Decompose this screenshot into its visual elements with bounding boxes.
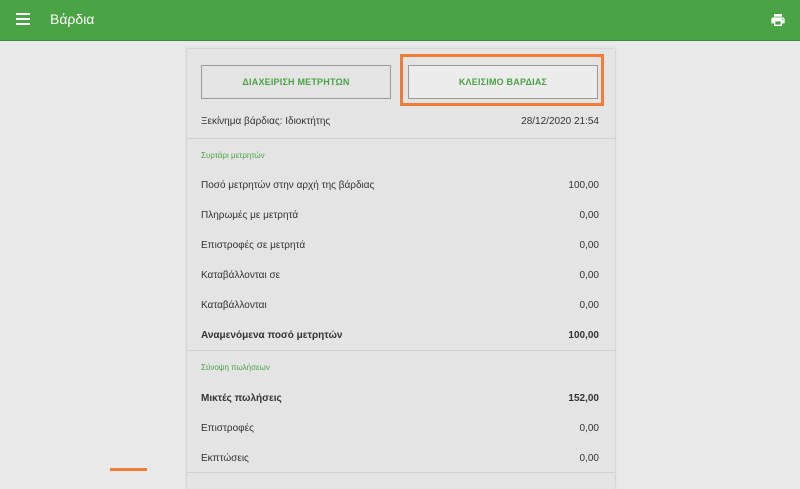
cash-row-paid-out (201, 300, 599, 311)
row-value: 0,00 (579, 240, 599, 251)
print-icon[interactable] (770, 12, 786, 28)
row-value: 0,00 (579, 300, 599, 311)
shift-panel (187, 49, 615, 489)
divider (187, 138, 615, 139)
app-bar (0, 0, 800, 41)
cash-row-start-amount (201, 180, 599, 191)
row-label: Πληρωμές με μετρητά (201, 210, 299, 221)
row-label: Επιστροφές (201, 423, 254, 434)
row-value: 100,00 (568, 180, 599, 191)
sales-summary-header: Σύνοψη πωλήσεων (201, 363, 270, 372)
divider (187, 350, 615, 351)
row-value: 100,00 (568, 330, 599, 341)
row-value: 0,00 (579, 270, 599, 281)
shift-start-label: Ξεκίνημα βάρδιας: Ιδιοκτήτης (201, 116, 331, 127)
row-label: Ποσό μετρητών στην αρχή της βάρδιας (201, 180, 375, 191)
sales-row-discounts (201, 453, 599, 464)
cash-row-cash-refunds (201, 240, 599, 251)
row-label: Επιστροφές σε μετρητά (201, 240, 306, 251)
cash-row-expected-amount (201, 330, 599, 341)
cash-drawer-header: Συρτάρι μετρητών (201, 151, 265, 160)
page-title: Βάρδια (50, 11, 95, 27)
cash-row-cash-payments (201, 210, 599, 221)
menu-icon[interactable] (16, 13, 30, 25)
row-value: 0,00 (579, 453, 599, 464)
row-label: Εκπτώσεις (201, 453, 249, 464)
close-shift-button[interactable]: ΚΛΕΙΣΙΜΟ ΒΑΡΔΙΑΣ (408, 65, 598, 99)
manage-cash-button[interactable]: ΔΙΑΧΕΙΡΙΣΗ ΜΕΤΡΗΤΩΝ (201, 65, 391, 99)
row-label: Αναμενόμενα ποσό μετρητών (201, 330, 343, 341)
divider (187, 472, 615, 473)
sales-row-refunds (201, 423, 599, 434)
sales-row-gross-sales (201, 393, 599, 404)
row-label: Καταβάλλονται σε (201, 270, 281, 281)
row-value: 0,00 (579, 210, 599, 221)
row-value: 0,00 (579, 423, 599, 434)
cash-row-paid-in (201, 270, 599, 281)
scroll-indicator (110, 468, 147, 471)
row-label: Καταβάλλονται (201, 300, 267, 311)
row-label: Μικτές πωλήσεις (201, 393, 282, 404)
row-value: 152,00 (568, 393, 599, 404)
shift-start-datetime: 28/12/2020 21:54 (521, 116, 599, 127)
shift-start-row (201, 116, 599, 127)
